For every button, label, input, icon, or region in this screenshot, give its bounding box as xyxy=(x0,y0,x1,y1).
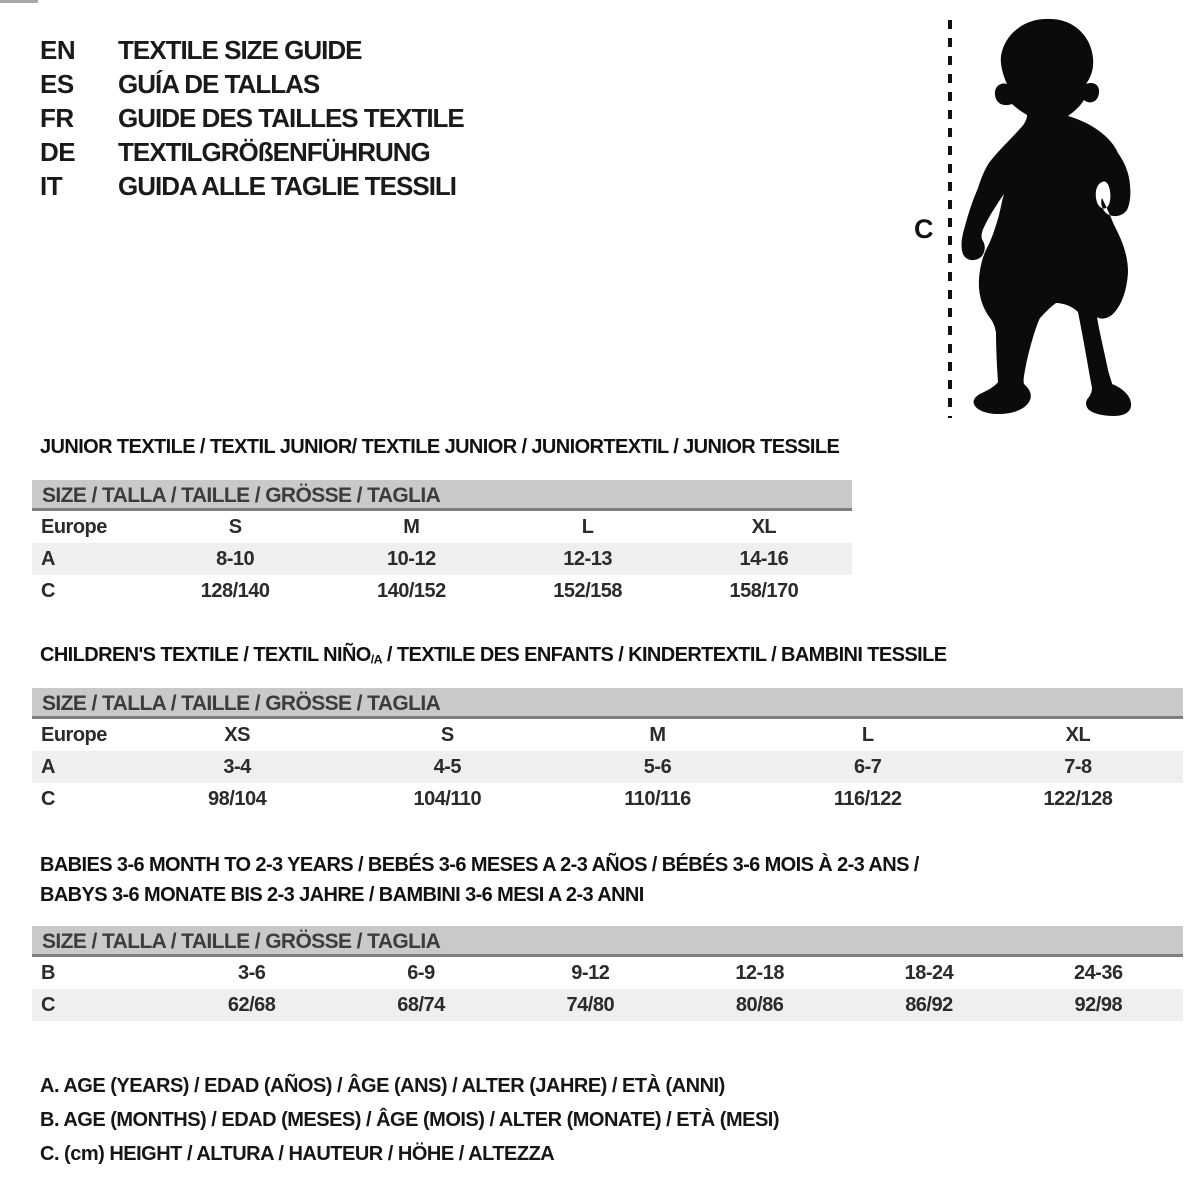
legend-age-months: B. AGE (MONTHS) / EDAD (MESES) / ÂGE (MOIS) / ALTER (MONATE) / ETÀ (MESI) xyxy=(40,1109,780,1131)
language-title: TEXTILE SIZE GUIDE xyxy=(118,34,362,65)
legend-height-cm: C. (cm) HEIGHT / ALTURA / HAUTEUR / HÖHE / ALTEZZA xyxy=(40,1143,555,1165)
child-height-figure xyxy=(900,10,1150,425)
size-header-band: SIZE / TALLA / TAILLE / GRÖSSE / TAGLIA xyxy=(32,926,1183,957)
language-row xyxy=(40,33,464,67)
language-code: DE xyxy=(40,136,76,167)
toddler-silhouette xyxy=(962,19,1132,416)
months-value: 3-6 xyxy=(237,961,266,984)
height-value: 68/74 xyxy=(397,993,445,1016)
height-value: 140/152 xyxy=(376,579,446,602)
size-value: XS xyxy=(224,723,250,746)
size-value: S xyxy=(440,723,454,746)
height-value: 62/68 xyxy=(227,993,276,1016)
age-value: 3-4 xyxy=(223,755,251,778)
section-title-babies-line1: BABIES 3-6 MONTH TO 2-3 YEARS / BEBÉS 3-6 MESES A 2-3 AÑOS / BÉBÉS 3-6 MOIS À 2-3 ANS / xyxy=(40,854,919,876)
height-value: 110/116 xyxy=(624,787,691,810)
age-value: 10-12 xyxy=(387,547,436,570)
height-value: 74/80 xyxy=(566,993,615,1016)
row-label: C xyxy=(41,579,55,602)
table-row-height xyxy=(32,989,1183,1021)
height-value: 104/110 xyxy=(413,787,482,810)
age-value: 4-5 xyxy=(433,755,461,778)
junior-size-table xyxy=(32,480,852,607)
row-label: A xyxy=(41,547,55,570)
row-label: A xyxy=(41,755,55,778)
language-row xyxy=(40,101,464,135)
height-value: 122/128 xyxy=(1043,787,1113,810)
language-row xyxy=(40,169,464,203)
height-value: 80/86 xyxy=(735,993,784,1016)
age-value: 7-8 xyxy=(1064,755,1092,778)
table-row-age xyxy=(32,751,1183,783)
row-label: Europe xyxy=(41,723,107,746)
size-value: XL xyxy=(751,515,777,538)
section-title-children xyxy=(40,644,946,667)
language-title: GUÍA DE TALLAS xyxy=(118,68,320,99)
size-value: S xyxy=(228,515,242,538)
language-title: GUIDA ALLE TAGLIE TESSILI xyxy=(118,170,457,201)
height-value: 98/104 xyxy=(208,787,267,810)
height-value: 158/170 xyxy=(729,579,799,602)
toddler-silhouette-graphic xyxy=(900,10,1150,425)
language-code: IT xyxy=(40,170,63,201)
table-row-months xyxy=(32,957,1183,989)
months-value: 9-12 xyxy=(571,961,610,984)
section-title-junior: JUNIOR TEXTILE / TEXTIL JUNIOR/ TEXTILE JUNIOR / JUNIORTEXTIL / JUNIOR TESSILE xyxy=(40,436,840,458)
size-header-band: SIZE / TALLA / TAILLE / GRÖSSE / TAGLIA xyxy=(32,480,852,511)
table-row-height xyxy=(32,575,852,607)
size-value: XL xyxy=(1065,723,1091,746)
language-title-list xyxy=(40,33,464,203)
language-row xyxy=(40,67,464,101)
language-code: EN xyxy=(40,34,76,65)
months-value: 12-18 xyxy=(735,961,784,984)
age-value: 14-16 xyxy=(739,547,789,570)
row-label: Europe xyxy=(41,515,107,538)
height-value: 152/158 xyxy=(553,579,623,602)
height-value: 128/140 xyxy=(200,579,270,602)
table-row-height xyxy=(32,783,1183,815)
table-row-europe xyxy=(32,511,852,543)
size-value: L xyxy=(861,723,874,746)
title-text: / TEXTILE DES ENFANTS / KINDERTEXTIL / BAMBINI TESSILE xyxy=(381,644,947,666)
table-row-age xyxy=(32,543,852,575)
language-code: ES xyxy=(40,68,74,99)
language-row xyxy=(40,135,464,169)
age-value: 8-10 xyxy=(216,547,255,570)
height-value: 116/122 xyxy=(833,787,902,810)
language-title: TEXTILGRÖßENFÜHRUNG xyxy=(118,136,430,167)
title-subscript: /A xyxy=(370,652,382,667)
months-value: 6-9 xyxy=(407,961,435,984)
measurement-legend xyxy=(40,1069,779,1171)
row-label: C xyxy=(41,787,55,810)
section-title-babies-line2: BABYS 3-6 MONATE BIS 2-3 JAHRE / BAMBINI 3-6 MESI A 2-3 ANNI xyxy=(40,884,644,906)
children-size-table xyxy=(32,688,1183,815)
height-measure-label: C xyxy=(914,214,934,244)
months-value: 24-36 xyxy=(1073,961,1123,984)
row-label: B xyxy=(41,961,55,984)
language-title: GUIDE DES TAILLES TEXTILE xyxy=(118,102,464,133)
age-value: 5-6 xyxy=(643,755,672,778)
height-value: 86/92 xyxy=(905,993,953,1016)
scan-edge-artifact xyxy=(0,0,38,3)
title-text: CHILDREN'S TEXTILE / TEXTIL NIÑO xyxy=(40,644,371,666)
months-value: 18-24 xyxy=(904,961,954,984)
size-value: M xyxy=(403,515,420,538)
height-value: 92/98 xyxy=(1074,993,1123,1016)
legend-age-years: A. AGE (YEARS) / EDAD (AÑOS) / ÂGE (ANS) / ALTER (JAHRE) / ETÀ (ANNI) xyxy=(40,1075,725,1097)
age-value: 12-13 xyxy=(563,547,612,570)
age-value: 6-7 xyxy=(854,755,882,778)
size-value: M xyxy=(649,723,666,746)
row-label: C xyxy=(41,993,55,1016)
babies-size-table xyxy=(32,926,1183,1021)
size-value: L xyxy=(581,515,594,538)
table-row-europe xyxy=(32,719,1183,751)
size-header-band: SIZE / TALLA / TAILLE / GRÖSSE / TAGLIA xyxy=(32,688,1183,719)
language-code: FR xyxy=(40,102,74,133)
